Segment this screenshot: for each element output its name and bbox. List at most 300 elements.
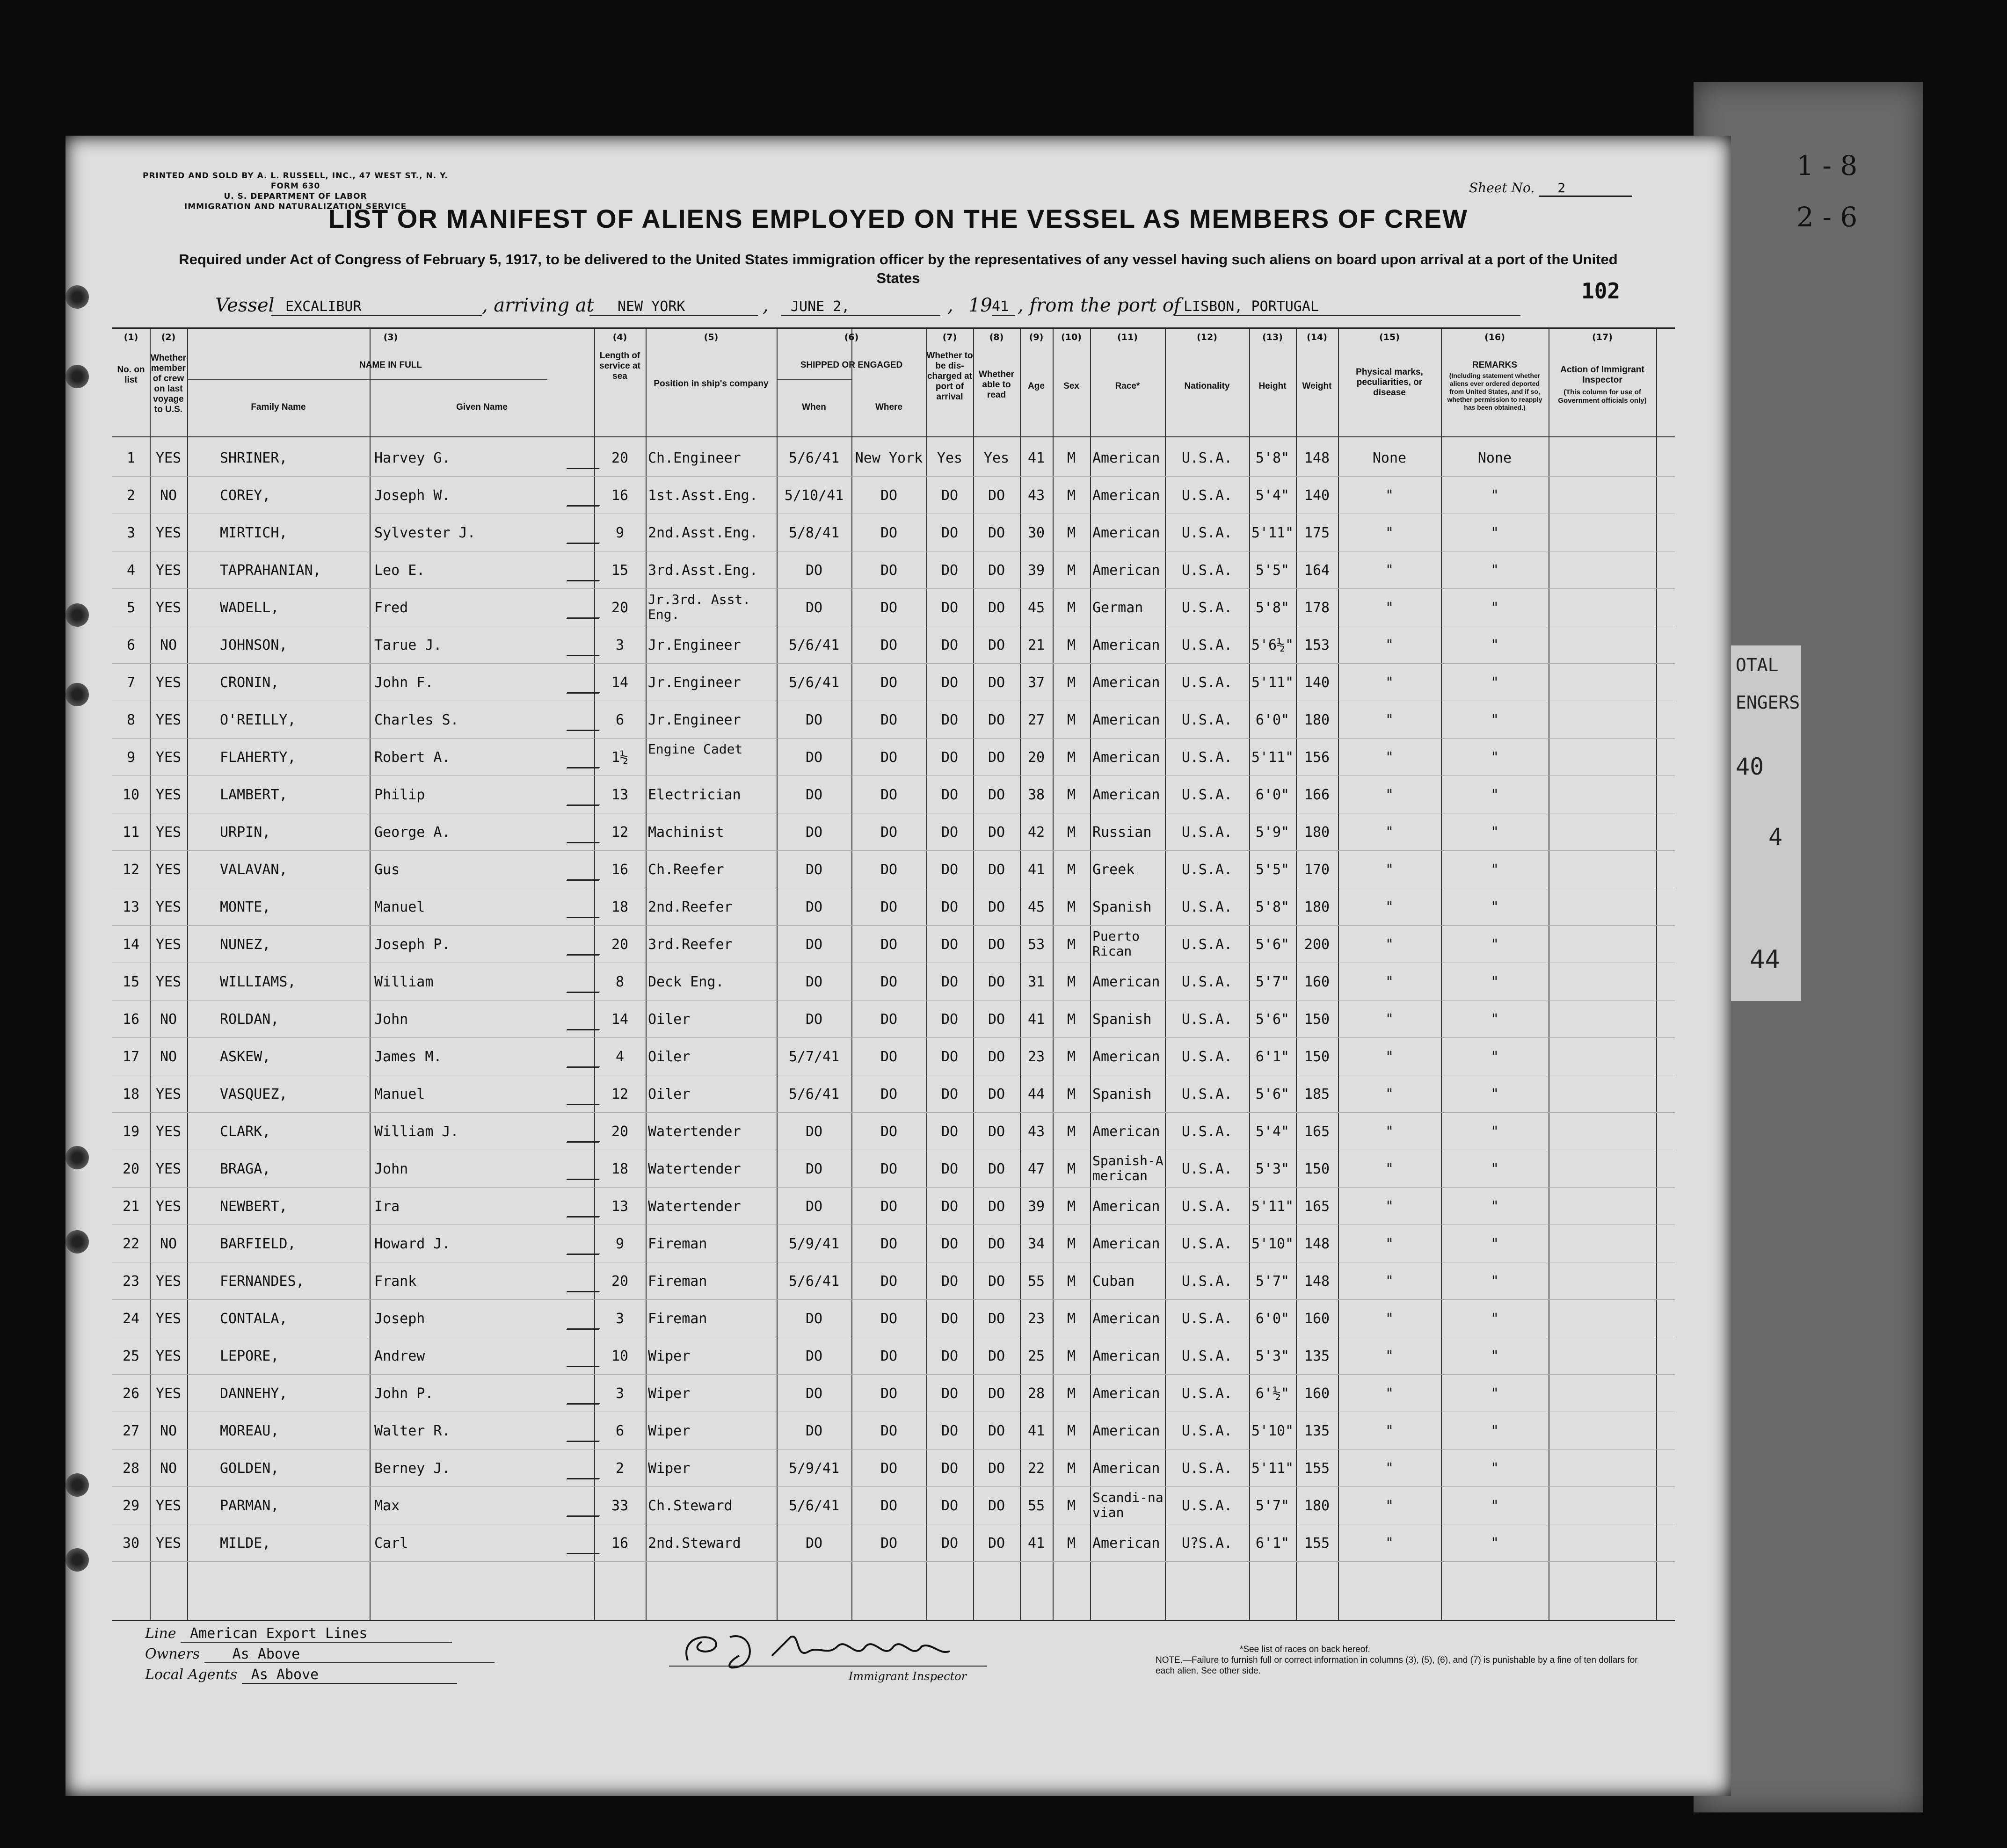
cell-sex: M [1067,562,1076,579]
cell-height: 6'0" [1255,787,1290,803]
cell-where: DO [880,1123,898,1140]
cell-prior: YES [155,1273,182,1290]
cell-where: DO [880,1086,898,1102]
line-value: American Export Lines [181,1625,452,1643]
cell-age: 41 [1027,450,1045,466]
cell-race: American [1092,749,1160,766]
cell-where: DO [880,824,898,841]
cell-position: 2nd.Asst.Eng. [648,525,758,541]
cell-discharged: DO [941,487,959,504]
cell-marks: " [1385,787,1394,803]
cell-prior: YES [155,862,182,878]
cell-height: 5'11" [1251,1460,1294,1477]
header-inspector-detail: (This column for use of Government officials only) [1558,388,1647,405]
cell-service: 3 [615,637,625,653]
cell-weight: 150 [1304,1161,1330,1177]
cell-prior: YES [155,450,182,466]
cell-marks: " [1385,899,1394,915]
cell-given: Joseph P. [374,936,451,953]
cell-sex: M [1067,525,1076,541]
header-remarks: REMARKS [1472,360,1518,370]
cell-no: 3 [126,525,136,541]
cell-service: 12 [611,1086,629,1102]
table-row [65,776,1628,814]
cell-service: 14 [611,1011,629,1028]
cell-nationality: U.S.A. [1181,749,1233,766]
cell-no: 21 [122,1198,140,1215]
cell-no: 30 [122,1535,140,1551]
cell-family: COREY, [220,487,271,504]
cell-marks: " [1385,1423,1394,1439]
cell-no: 12 [122,862,140,878]
cell-where: DO [880,1236,898,1252]
cell-weight: 148 [1304,1273,1330,1290]
cell-marks: " [1385,1498,1394,1514]
cell-race: Cuban [1092,1273,1135,1290]
col-number: (13) [1262,332,1283,342]
cell-no: 28 [122,1460,140,1477]
cell-service: 3 [615,1385,625,1402]
sheet-number [1469,180,1632,197]
cell-where: DO [880,936,898,953]
cell-given: Howard J. [374,1236,451,1252]
col-number: (2) [161,332,176,342]
cell-position: Fireman [648,1311,707,1327]
fine-note: NOTE.—Failure to furnish full or correct information in columns (3), (5), (6), and (7) is punishable by a fine of ten dollars for each alien. See other side. [1156,1655,1638,1676]
cell-marks: " [1385,1011,1394,1028]
cell-prior: YES [155,1348,182,1364]
sheet-value: 2 [1539,180,1632,197]
cell-remarks: " [1490,1011,1499,1028]
cell-marks: " [1385,562,1394,579]
cell-discharged: DO [941,1086,959,1102]
cell-service: 13 [611,1198,629,1215]
cell-nationality: U.S.A. [1181,487,1233,504]
table-row [65,1076,1628,1113]
cell-weight: 180 [1304,824,1330,841]
side-tab-text: OTAL [1736,655,1779,675]
cell-service: 20 [611,936,629,953]
cell-height: 6'1" [1255,1049,1290,1065]
cell-given: Max [374,1498,400,1514]
cell-service: 8 [615,974,625,990]
cell-when: DO [805,862,823,878]
cell-discharged: DO [941,787,959,803]
cell-nationality: U.S.A. [1181,1161,1233,1177]
cell-position: Jr.Engineer [648,637,741,653]
cell-when: DO [805,712,823,728]
printer-line: FORM 630 [270,181,320,191]
cell-sex: M [1067,1348,1076,1364]
cell-remarks: " [1490,899,1499,915]
cell-family: WADELL, [220,600,279,616]
cell-read: DO [988,974,1005,990]
race-note: *See list of races on back hereof. [1240,1645,1370,1654]
cell-age: 30 [1027,525,1045,541]
cell-read: DO [988,824,1005,841]
cell-prior: NO [160,1049,177,1065]
header-race: Race* [1115,381,1140,391]
cell-marks: " [1385,1311,1394,1327]
cell-given: Fred [374,600,408,616]
cell-nationality: U.S.A. [1181,974,1233,990]
cell-remarks: " [1490,1460,1499,1477]
cell-height: 5'7" [1255,1273,1290,1290]
cell-race: American [1092,787,1160,803]
cell-when: DO [805,1385,823,1402]
side-tab-text: 4 [1768,823,1783,850]
printer-line: IMMIGRATION AND NATURALIZATION SERVICE [184,202,407,211]
cell-position: Wiper [648,1423,691,1439]
cell-prior: YES [155,1311,182,1327]
cell-sex: M [1067,749,1076,766]
cell-read: DO [988,1423,1005,1439]
cell-discharged: DO [941,1011,959,1028]
cell-weight: 185 [1304,1086,1330,1102]
cell-no: 22 [122,1236,140,1252]
cell-given: James M. [374,1049,442,1065]
cell-sex: M [1067,674,1076,691]
cell-given: Robert A. [374,749,451,766]
cell-given: Manuel [374,1086,425,1102]
row-rule [112,588,1675,589]
cell-prior: YES [155,899,182,915]
cell-where: DO [880,562,898,579]
cell-weight: 155 [1304,1460,1330,1477]
cell-race: American [1092,525,1160,541]
cell-marks: " [1385,1236,1394,1252]
vessel-line [215,295,1647,323]
inspector-signature [660,1628,1057,1683]
cell-discharged: DO [941,562,959,579]
cell-age: 43 [1027,1123,1045,1140]
cell-race: Spanish [1092,1011,1152,1028]
table-row [65,1113,1628,1151]
table-row [65,440,1628,477]
cell-sex: M [1067,862,1076,878]
cell-when: DO [805,1348,823,1364]
cell-read: DO [988,1236,1005,1252]
cell-race: American [1092,450,1160,466]
cell-remarks: " [1490,824,1499,841]
cell-age: 44 [1027,1086,1045,1102]
cell-given: John F. [374,674,434,691]
cell-height: 5'10" [1251,1236,1294,1252]
cell-when: 5/6/41 [788,1273,840,1290]
cell-age: 34 [1027,1236,1045,1252]
cell-when: DO [805,1123,823,1140]
cell-family: BARFIELD, [220,1236,296,1252]
cell-marks: " [1385,1535,1394,1551]
cell-remarks: " [1490,600,1499,616]
cell-marks: " [1385,637,1394,653]
cell-where: DO [880,1535,898,1551]
cell-height: 5'7" [1255,974,1290,990]
cell-remarks: " [1490,1385,1499,1402]
cell-prior: YES [155,1198,182,1215]
col-number: (1) [124,332,138,342]
cell-position: 2nd.Steward [648,1535,741,1551]
cell-given: Joseph [374,1311,425,1327]
cell-no: 25 [122,1348,140,1364]
cell-marks: " [1385,749,1394,766]
cell-family: MOREAU, [220,1423,279,1439]
cell-age: 41 [1027,1423,1045,1439]
cell-height: 5'10" [1251,1423,1294,1439]
cell-when: DO [805,899,823,915]
cell-given: John [374,1161,408,1177]
cell-remarks: " [1490,1535,1499,1551]
cell-when: 5/6/41 [788,674,840,691]
cell-age: 37 [1027,674,1045,691]
cell-prior: YES [155,1385,182,1402]
cell-weight: 148 [1304,1236,1330,1252]
cell-age: 45 [1027,600,1045,616]
cell-remarks: " [1490,749,1499,766]
cell-discharged: DO [941,749,959,766]
cell-family: CONTALA, [220,1311,288,1327]
cell-age: 39 [1027,1198,1045,1215]
cell-marks: " [1385,1385,1394,1402]
cell-when: 5/6/41 [788,450,840,466]
cell-nationality: U.S.A. [1181,1049,1233,1065]
col-number: (12) [1197,332,1217,342]
cell-service: 4 [615,1049,625,1065]
header-name-in-full: NAME IN FULL [359,360,422,370]
cell-family: VASQUEZ, [220,1086,288,1102]
cell-height: 5'3" [1255,1348,1290,1364]
cell-age: 41 [1027,1535,1045,1551]
cell-prior: YES [155,824,182,841]
cell-position: Ch.Steward [648,1498,733,1514]
cell-position: Fireman [648,1273,707,1290]
cell-position: Electrician [648,787,741,803]
cell-position: 2nd.Reefer [648,899,733,915]
cell-age: 55 [1027,1273,1045,1290]
cell-family: ROLDAN, [220,1011,279,1028]
cell-where: DO [880,525,898,541]
cell-sex: M [1067,450,1076,466]
cell-remarks: " [1490,1198,1499,1215]
cell-given: William [374,974,434,990]
cell-read: DO [988,936,1005,953]
cell-remarks: " [1490,1423,1499,1439]
vessel-label: Vessel [215,295,275,316]
table-row [65,1375,1628,1413]
cell-marks: " [1385,600,1394,616]
cell-race: Spanish [1092,1086,1152,1102]
cell-service: 15 [611,562,629,579]
cell-read: DO [988,1273,1005,1290]
cell-marks: " [1385,1049,1394,1065]
cell-marks: " [1385,1161,1394,1177]
cell-marks: " [1385,1123,1394,1140]
cell-prior: YES [155,600,182,616]
cell-no: 17 [122,1049,140,1065]
cell-marks: " [1385,674,1394,691]
cell-race: American [1092,637,1160,653]
comma: , [763,295,769,316]
cell-height: 5'3" [1255,1161,1290,1177]
cell-family: JOHNSON, [220,637,288,653]
cell-marks: " [1385,936,1394,953]
cell-remarks: " [1490,674,1499,691]
table-row [65,1413,1628,1450]
cell-sex: M [1067,487,1076,504]
cell-service: 18 [611,1161,629,1177]
cell-read: DO [988,1460,1005,1477]
cell-race: American [1092,562,1160,579]
cell-remarks: " [1490,974,1499,990]
punch-hole [65,1473,89,1497]
cell-age: 22 [1027,1460,1045,1477]
cell-no: 5 [126,600,136,616]
cell-no: 9 [126,749,136,766]
cell-position: Wiper [648,1460,691,1477]
cell-service: 6 [615,712,625,728]
cell-no: 10 [122,787,140,803]
cell-discharged: DO [941,1311,959,1327]
cell-read: DO [988,1011,1005,1028]
cell-height: 5'11" [1251,1198,1294,1215]
cell-where: DO [880,600,898,616]
cell-discharged: DO [941,936,959,953]
cell-sex: M [1067,1049,1076,1065]
cell-read: DO [988,1161,1005,1177]
cell-remarks: None [1477,450,1512,466]
cell-nationality: U.S.A. [1181,1273,1233,1290]
cell-prior: YES [155,525,182,541]
cell-position: Watertender [648,1161,741,1177]
cell-family: PARMAN, [220,1498,279,1514]
cell-read: DO [988,1535,1005,1551]
cell-no: 27 [122,1423,140,1439]
cell-nationality: U.S.A. [1181,1198,1233,1215]
cell-position: 3rd.Asst.Eng. [648,562,758,579]
cell-sex: M [1067,1198,1076,1215]
cell-nationality: U.S.A. [1181,862,1233,878]
cell-sex: M [1067,1161,1076,1177]
cell-position: Fireman [648,1236,707,1252]
cell-height: 6'0" [1255,1311,1290,1327]
cell-no: 19 [122,1123,140,1140]
cell-race: American [1092,1236,1160,1252]
header-height: Height [1258,381,1287,391]
cell-position: Jr.Engineer [648,674,741,691]
cell-read: DO [988,1311,1005,1327]
cell-age: 47 [1027,1161,1045,1177]
cell-read: DO [988,525,1005,541]
agents-label: Local Agents [145,1667,238,1683]
cell-remarks: " [1490,525,1499,541]
cell-where: DO [880,749,898,766]
cell-no: 13 [122,899,140,915]
cell-when: DO [805,600,823,616]
cell-family: WILLIAMS, [220,974,296,990]
cell-race: American [1092,974,1160,990]
header-position: Position in ship's company [654,379,769,389]
cell-read: DO [988,1086,1005,1102]
cell-remarks: " [1490,562,1499,579]
cell-prior: NO [160,637,177,653]
table-row [65,851,1628,889]
cell-marks: " [1385,862,1394,878]
cell-race: Spanish [1092,899,1152,915]
cell-service: 6 [615,1423,625,1439]
cell-discharged: DO [941,637,959,653]
table-row [65,477,1628,515]
cell-where: New York [855,450,923,466]
cell-given: John P. [374,1385,434,1402]
printer-line: U. S. DEPARTMENT OF LABOR [224,192,367,201]
cell-family: NUNEZ, [220,936,271,953]
cell-weight: 153 [1304,637,1330,653]
cell-where: DO [880,1161,898,1177]
header-shipped-or-engaged: SHIPPED OR ENGAGED [800,360,903,370]
cell-read: DO [988,674,1005,691]
cell-position: Oiler [648,1086,691,1102]
cell-read: DO [988,899,1005,915]
cell-prior: NO [160,1236,177,1252]
col-number: (11) [1117,332,1138,342]
table-row [65,552,1628,589]
footer-agents [145,1625,494,1687]
cell-family: TAPRAHANIAN, [220,562,321,579]
cell-age: 23 [1027,1311,1045,1327]
cell-age: 41 [1027,1011,1045,1028]
cell-family: GOLDEN, [220,1460,279,1477]
side-tab-text: ENGERS [1736,692,1800,713]
col-number: (16) [1484,332,1505,342]
cell-read: DO [988,1049,1005,1065]
cell-height: 5'4" [1255,1123,1290,1140]
cell-marks: " [1385,712,1394,728]
table-row [65,1263,1628,1300]
cell-remarks: " [1490,1123,1499,1140]
cell-when: DO [805,1311,823,1327]
cell-sex: M [1067,936,1076,953]
cell-read: DO [988,787,1005,803]
cell-when: 5/6/41 [788,1086,840,1102]
inspector-caption: Immigrant Inspector [848,1670,967,1683]
row-rule [112,1299,1675,1300]
cell-sex: M [1067,974,1076,990]
cell-no: 4 [126,562,136,579]
table-row [65,1338,1628,1375]
header-remarks-detail: (Including statement whether aliens ever ordered deported from United States, and if so, whether permission to reapply has been obtained.) [1447,372,1542,411]
cell-height: 6'0" [1255,712,1290,728]
cell-no: 16 [122,1011,140,1028]
page-title: LIST OR MANIFEST OF ALIENS EMPLOYED ON THE VESSEL AS MEMBERS OF CREW [328,204,1469,233]
cell-prior: YES [155,749,182,766]
cell-sex: M [1067,1236,1076,1252]
cell-position: Ch.Reefer [648,862,724,878]
cell-remarks: " [1490,487,1499,504]
cell-service: 9 [615,1236,625,1252]
cell-when: 5/7/41 [788,1049,840,1065]
table-row [65,926,1628,964]
table-row [65,889,1628,926]
cell-when: DO [805,1423,823,1439]
cell-read: DO [988,600,1005,616]
cell-sex: M [1067,637,1076,653]
cell-nationality: U.S.A. [1181,824,1233,841]
cell-weight: 165 [1304,1123,1330,1140]
cell-no: 14 [122,936,140,953]
cell-given: John [374,1011,408,1028]
col-number: (10) [1061,332,1082,342]
cell-given: George A. [374,824,451,841]
